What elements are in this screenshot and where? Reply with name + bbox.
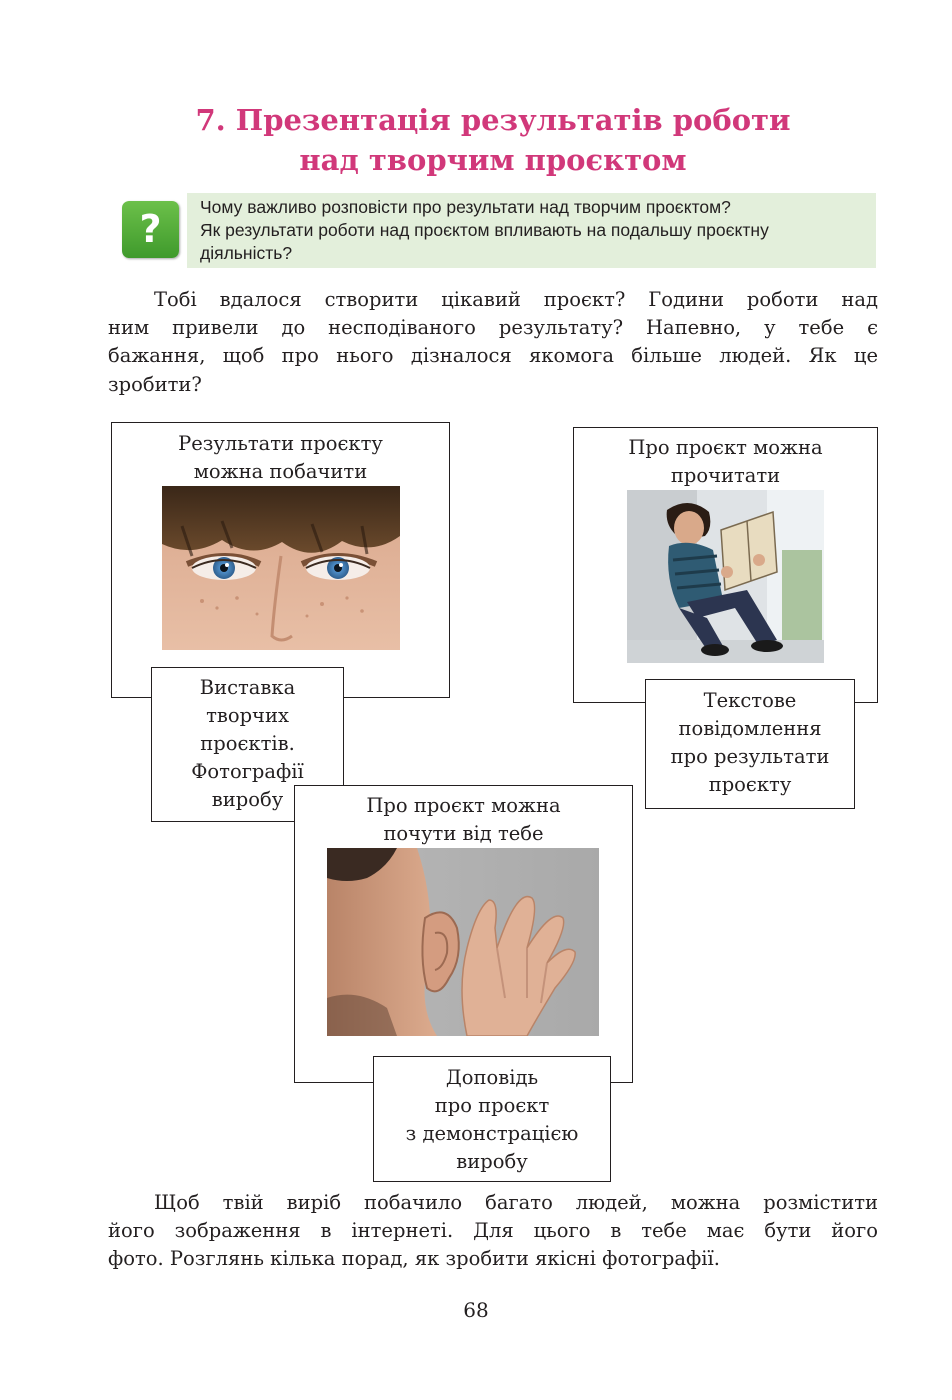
card-see-label-line: Фотографії <box>191 760 304 783</box>
card-see-label-line: проєктів. <box>200 732 295 755</box>
card-hear-heading-line: почути від тебе <box>383 822 544 845</box>
card-see-label-line: Виставка <box>199 676 296 699</box>
card-hear-label-line: про проєкт <box>434 1094 550 1117</box>
card-read-heading-line: Про проєкт можна <box>628 436 823 459</box>
section-title-line-1: 7. Презентація результатів роботи <box>195 103 791 137</box>
intro-line: ним привели до несподіваного результату? Напевно, у тебе є <box>108 316 878 340</box>
card-see-label-line: творчих <box>206 704 289 727</box>
card-see-heading-line: Результати проєкту <box>178 432 383 455</box>
card-see-label-line: виробу <box>211 788 284 811</box>
card-read-label-line: проєкту <box>708 773 792 796</box>
card-read-label-line: Текстове <box>703 689 797 712</box>
ear-listening-photo <box>327 848 599 1036</box>
question-line: Як результати роботи над проєктом впливають на подальшу проєктну <box>200 220 769 240</box>
closing-line: фото. Розглянь кілька порад, як зробити якісні фотографії. <box>108 1247 720 1271</box>
closing-line: Щоб твій виріб побачило багато людей, можна розмістити <box>154 1191 878 1214</box>
card-read-label <box>645 687 855 799</box>
closing-paragraph <box>108 1189 878 1274</box>
question-line: діяльність? <box>200 243 293 263</box>
question-box <box>187 193 876 268</box>
boy-reading-photo <box>627 490 824 663</box>
closing-line: його зображення в інтернеті. Для цього в тебе має бути його <box>108 1219 878 1243</box>
card-hear-label-line: виробу <box>456 1150 528 1173</box>
card-read-label-line: про результати <box>670 745 830 768</box>
card-hear-heading <box>294 792 633 848</box>
card-hear-heading-line: Про проєкт можна <box>366 794 561 817</box>
card-read-heading <box>573 434 878 490</box>
card-read-heading-line: прочитати <box>670 464 781 487</box>
page-number: 68 <box>463 1298 489 1322</box>
card-hear-label-line: Доповідь <box>445 1066 539 1089</box>
intro-line: зробити? <box>108 372 202 396</box>
boy-eyes-photo <box>162 486 400 650</box>
intro-paragraph <box>108 286 878 399</box>
section-title-line-2: над творчим проєктом <box>299 143 687 177</box>
card-hear-label-line: з демонстрацією <box>405 1122 579 1145</box>
question-mark-glyph: ? <box>139 207 162 251</box>
intro-line: Тобі вдалося створити цікавий проєкт? Години роботи над <box>154 288 878 311</box>
card-hear-label <box>373 1064 611 1176</box>
card-read-label-line: повідомлення <box>678 717 822 740</box>
card-see-heading-line: можна побачити <box>193 460 368 483</box>
question-line: Чому важливо розповісти про результати над творчим проєктом? <box>200 197 731 217</box>
question-mark-icon <box>122 201 179 258</box>
card-see-heading <box>111 430 450 486</box>
intro-line: бажання, щоб про нього дізналося якомога більше людей. Як це <box>108 344 878 368</box>
section-title <box>120 100 866 180</box>
